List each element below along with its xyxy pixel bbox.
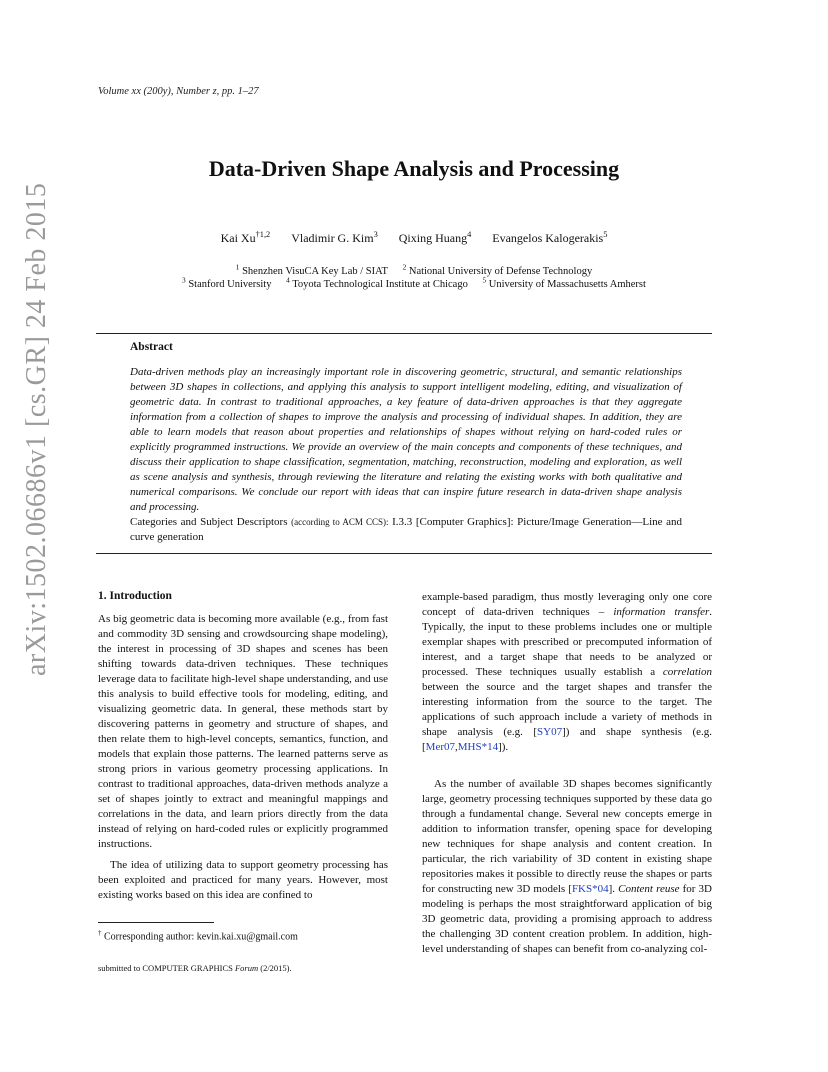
footnote-divider [98, 922, 214, 923]
submission-footer: submitted to COMPUTER GRAPHICS Forum (2/2015). [98, 963, 292, 973]
right-column [422, 590, 712, 957]
paragraph: The idea of utilizing data to support geometry processing has been exploited and practiced for many years. However, most existing works based on this idea are confined to [98, 859, 388, 901]
paragraph: example-based paradigm, thus mostly leveraging only one core concept of data-driven techniques – information transfer. Typically, the input to these problems includes one or multiple exemplar shapes with prescribed or precomputed information of interest, and a target shape that needs to be analyzed or processed. These techniques usually establish a correlation between the source and the target shapes and transfer the interesting information from the source to the target. The applications of such approach include a variety of methods in shape analysis (e.g. [SY07]) and shape synthesis (e.g. [Mer07,MHS*14]). [422, 591, 712, 753]
affiliation-2: $^2$ National University of Defense Technology [402, 262, 593, 277]
paragraph: As big geometric data is becoming more available (e.g., from fast and commodity 3D sensing and crowdsourcing shape modeling), the interest in processing of 3D shapes and scenes has been shifting towards data-driven techniques. These techniques leverage data to facilitate high-level shape understanding, and use this analysis to build effective tools for modeling, editing, and visualizing geometric data. In general, these methods start by discovering patterns in geometry and structure of shapes, and then relate them to high-level concepts, semantics, function, and models that explain those patterns. The learned patterns serve as strong priors in various geometry processing applications. In contrast to traditional approaches, data-driven methods analyze a set of shapes jointly to extract and meaningful mappings and correlations in the data, and learn priors directly from the data instead of relying on hard-coded rules or explicitly programmed instructions. [98, 613, 388, 850]
arxiv-identifier: arXiv:1502.06686v1 [cs.GR] 24 Feb 2015 [21, 182, 52, 676]
author-4: Evangelos Kalogerakis$^5$ [492, 230, 608, 245]
author-list [0, 230, 828, 246]
author-2: Vladimir G. Kim$^3$ [291, 230, 378, 245]
affiliation-4: $^4$ Toyota Technological Institute at Chicago [286, 275, 468, 290]
citation-link[interactable]: Mer07 [425, 741, 455, 753]
bottom-divider [96, 553, 712, 554]
left-column [98, 612, 388, 903]
section-heading: 1. Introduction [98, 590, 172, 602]
affiliation-5: $^5$ University of Massachusetts Amherst [482, 275, 646, 290]
affiliations-line-2 [0, 275, 828, 290]
top-divider [96, 333, 712, 334]
affiliation-1: $^1$ Shenzhen VisuCA Key Lab / SIAT [235, 262, 388, 277]
author-1: Kai Xu$^{\dagger 1,2}$ [220, 230, 271, 245]
paper-title: Data-Driven Shape Analysis and Processing [208, 156, 620, 181]
abstract-text: Data-driven methods play an increasingly important role in discovering geometric, structural, and semantic relationships between 3D shapes in collections, and applying this analysis to support intelligent modeling, editing, and visualization of geometric data. In contrast to traditional approaches, a key feature of data-driven approaches is that they aggregate information from a collection of shapes to improve the analysis and processing of individual shapes. In addition, they are able to learn models that reason about properties and relationships of shapes without relying on hard-coded rules or explicitly programmed instructions. We provide an overview of the main concepts and components of these techniques, and discuss their application to shape classification, segmentation, matching, reconstruction, modeling and exploration, as well as scene analysis and synthesis, through reviewing the literature and relating the existing works with both qualitative and numerical comparisons. We conclude our report with ideas that can inspire future research in data-driven shape analysis and processing. [130, 366, 682, 513]
running-head: Volume xx (200y), Number z, pp. 1–27 [98, 86, 259, 97]
citation-link[interactable]: SY07 [537, 726, 563, 738]
author-3: Qixing Huang$^4$ [398, 230, 472, 245]
abstract-heading: Abstract [130, 341, 173, 353]
footnote: † Corresponding author: kevin.kai.xu@gmail.com [98, 929, 298, 943]
paragraph: As the number of available 3D shapes becomes significantly large, geometry processing techniques supported by these data go through a fundamental change. Several new concepts emerge in addition to information transfer, opening space for developing new techniques for shape analysis and content creation. In particular, the rich variability of 3D content in existing shape repositories makes it possible to directly reuse the shapes or parts for constructing new 3D models [FKS*04]. Content reuse for 3D modeling is perhaps the most straightforward application of big 3D geometric data, providing a promising approach to address the challenging 3D content creation problem. In addition, high-level understanding of shapes can benefit from co-analyzing col- [422, 778, 712, 955]
citation-link[interactable]: FKS*04 [571, 883, 609, 895]
citation-link[interactable]: MHS*14 [457, 741, 499, 753]
categories-descriptors: Categories and Subject Descriptors (according to ACM CCS): I.3.3 [Computer Graphics]: Picture/Image Generation—Line and curve generation [130, 516, 683, 543]
affiliation-3: $^3$ Stanford University [182, 275, 272, 290]
